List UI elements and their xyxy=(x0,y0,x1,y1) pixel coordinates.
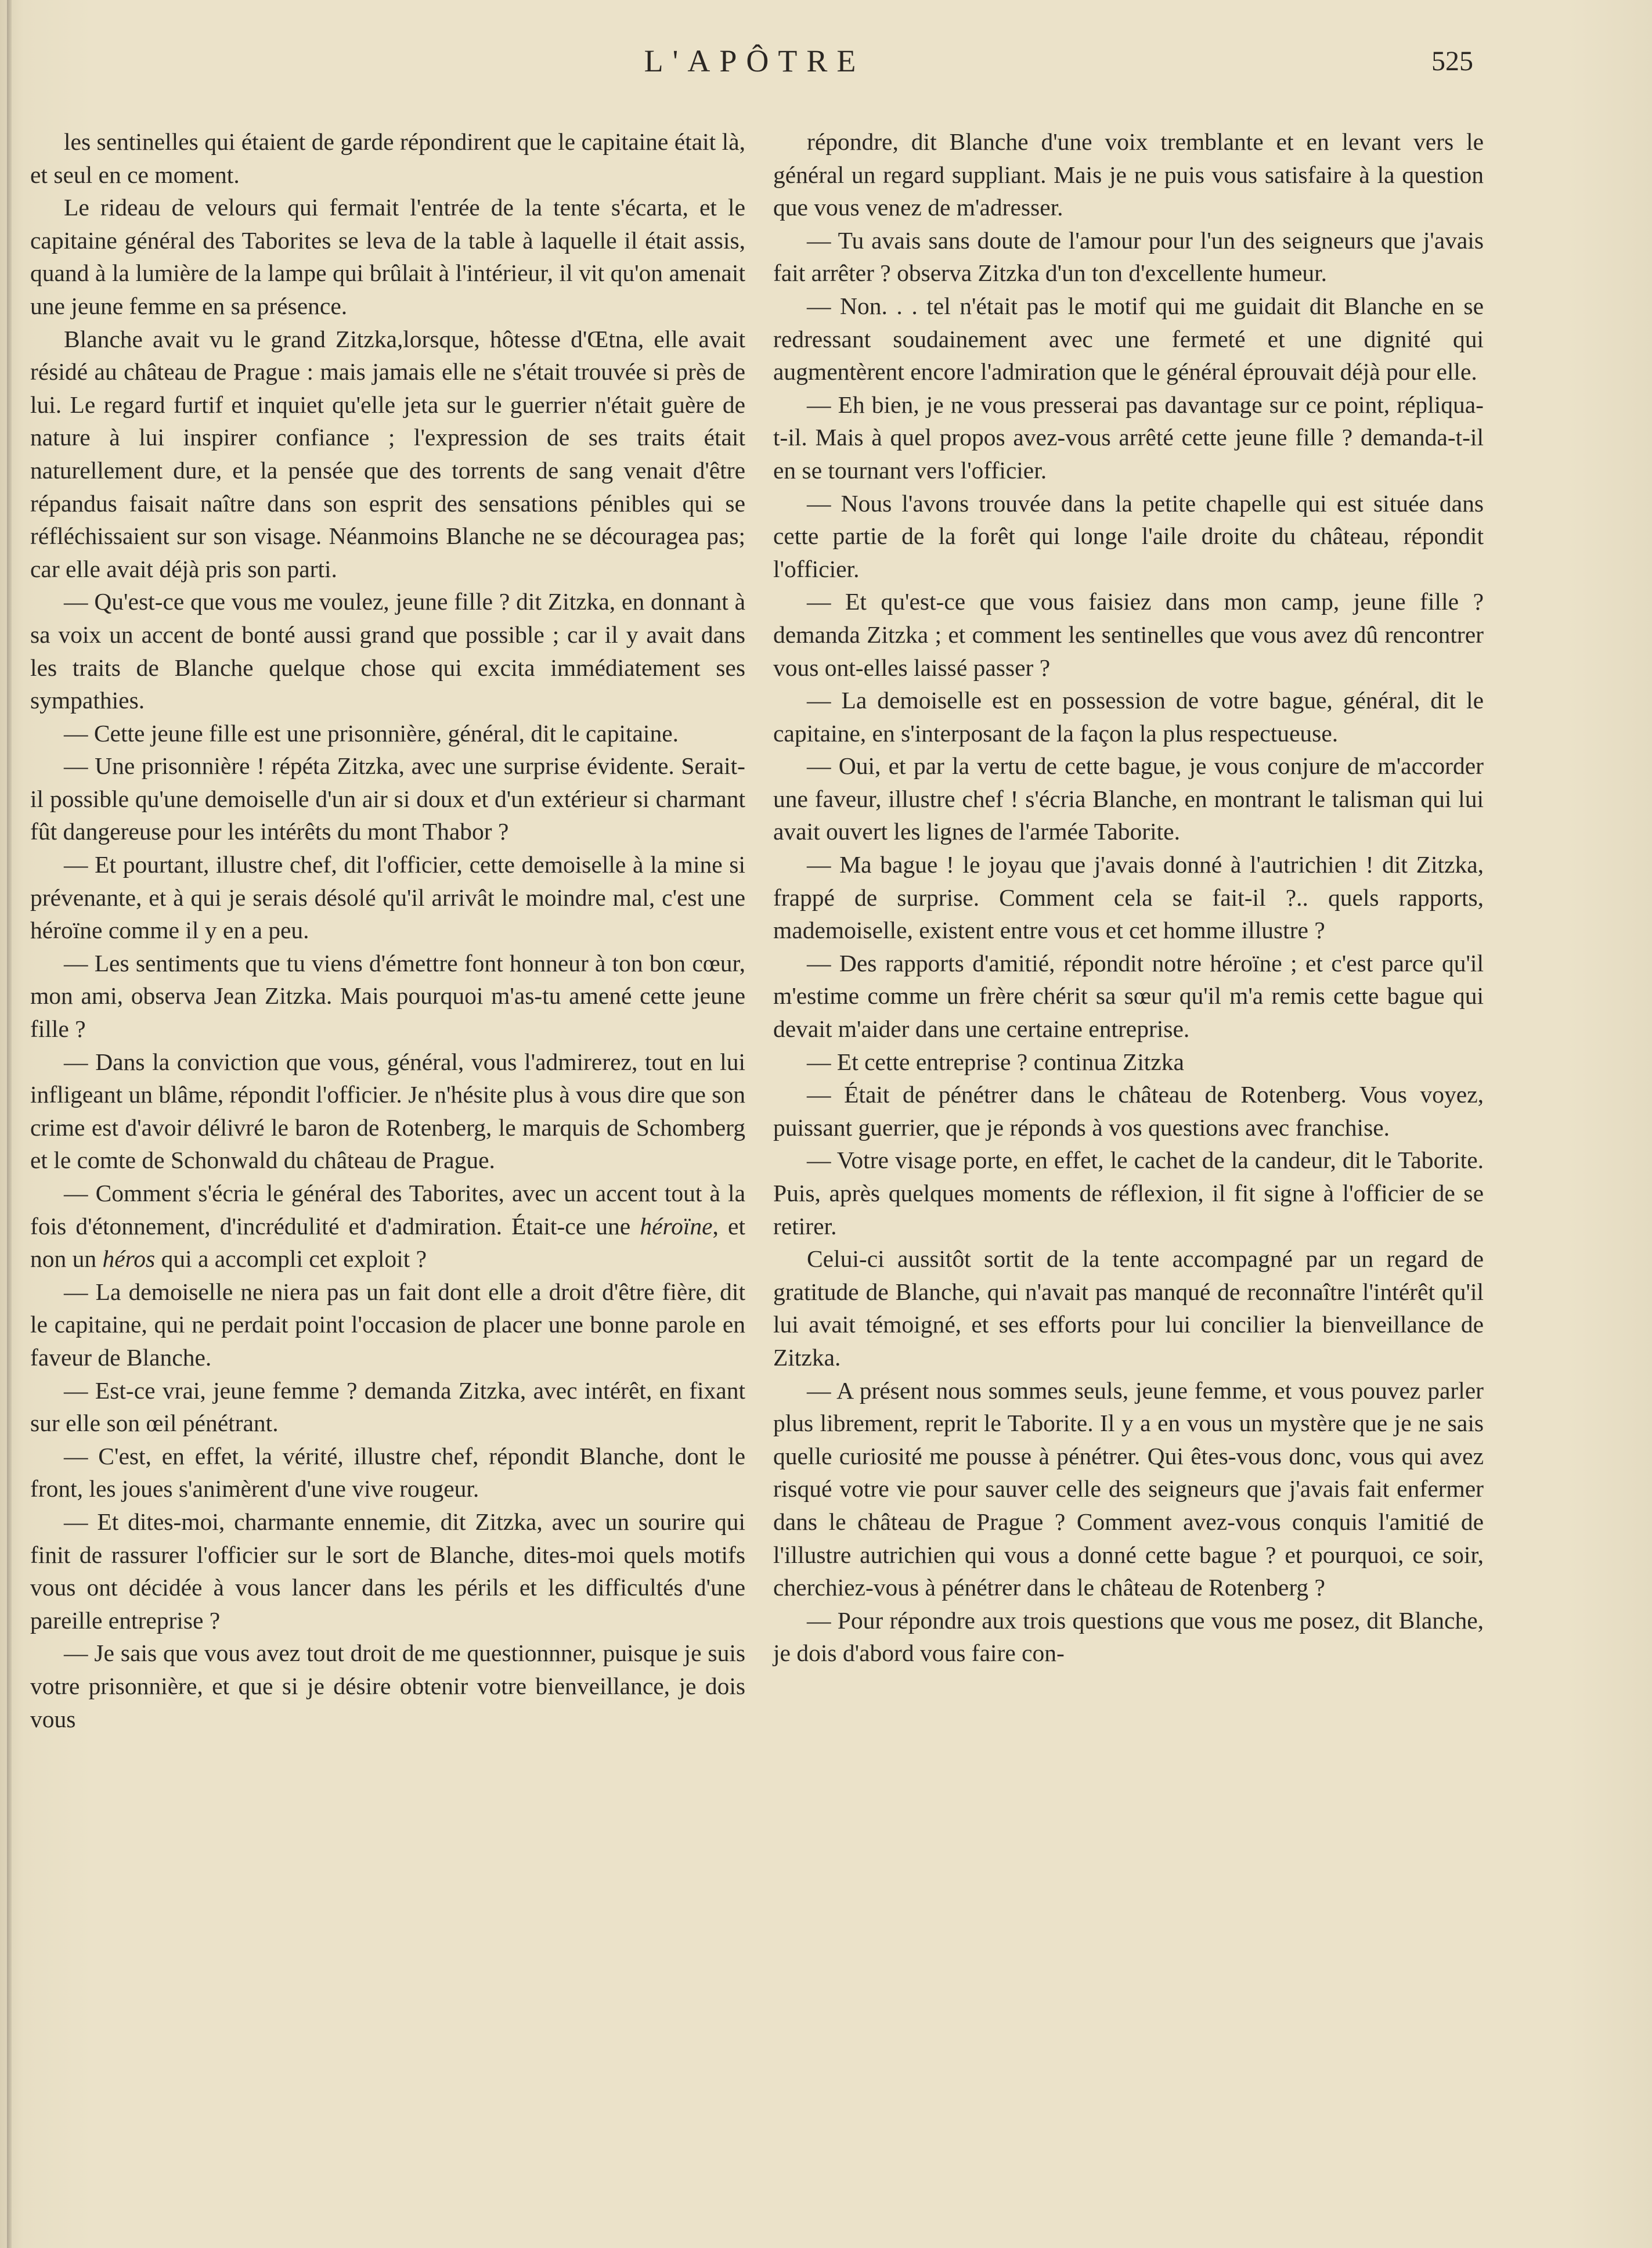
paragraph-text: , et non un xyxy=(30,1212,746,1273)
paragraph: — Oui, et par la vertu de cette bague, je vous conjure de m'accorder une faveur, illustre chef ! s'écria Blanche, en montrant le talisman qui lui avait ouvert les lignes de l'armée Taborite. xyxy=(773,752,1484,845)
page-number: 525 xyxy=(1431,46,1473,77)
paragraph: — C'est, en effet, la vérité, illustre chef, répondit Blanche, dont le front, les joues s'animèrent d'une vive rougeur. xyxy=(30,1442,745,1503)
paragraph: — Une prisonnière ! répéta Zitzka, avec une surprise évidente. Serait-il possible qu'une demoiselle d'un air si doux et d'un extérieur si charmant fût dangereuse pour les intérêts du mont Thabor ? xyxy=(30,752,745,845)
paragraph: — Dans la conviction que vous, général, vous l'admirerez, tout en lui infligeant un blâme, répondit l'officier. Je n'hésite plus à vous dire que son crime est d'avoir délivré le baron de Rotenberg, le marquis de Schomberg et le comte de Schonwald du château de Prague. xyxy=(30,1048,745,1174)
paragraph-text: — Comment s'écria le général des Taborites, avec un accent tout à la fois d'étonnement, d'incrédulité et d'admiration. Était-ce une xyxy=(30,1180,745,1240)
paragraph-text: qui a accompli cet exploit ? xyxy=(161,1245,427,1273)
paragraph: — Et dites-moi, charmante ennemie, dit Zitzka, avec un sourire qui finit de rassurer l'officier sur le sort de Blanche, dites-moi quels motifs vous ont décidée à vous lancer dans les périls et les difficultés d'une pareille entreprise ? xyxy=(30,1508,745,1634)
paragraph: Celui-ci aussitôt sortit de la tente accompagné par un regard de gratitude de Blanche, qui n'avait pas manqué de reconnaître l'intérêt qu'il lui avait témoigné, et ses efforts pour lui concilier la bienveillance de Zitzka. xyxy=(773,1245,1484,1371)
paragraph: les sentinelles qui étaient de garde répondirent que le capitaine était là, et seul en ce moment. xyxy=(30,128,745,188)
left-column xyxy=(30,125,745,1735)
paragraph: — La demoiselle ne niera pas un fait dont elle a droit d'être fière, dit le capitaine, qui ne perdait point l'occasion de placer une bonne parole en faveur de Blanche. xyxy=(30,1278,745,1371)
paragraph: — Pour répondre aux trois questions que vous me posez, dit Blanche, je dois d'abord vous faire con- xyxy=(773,1606,1484,1667)
paragraph: — Les sentiments que tu viens d'émettre font honneur à ton bon cœur, mon ami, observa Jean Zitzka. Mais pourquoi m'as-tu amené cette jeune fille ? xyxy=(30,949,745,1043)
paragraph: — La demoiselle est en possession de votre bague, général, dit le capitaine, en s'interposant de la façon la plus respectueuse. xyxy=(773,687,1484,747)
paragraph: — Tu avais sans doute de l'amour pour l'un des seigneurs que j'avais fait arrêter ? observa Zitzka d'un ton d'excellente humeur. xyxy=(773,226,1484,287)
italic-word-heros: héros xyxy=(102,1245,156,1273)
paragraph: — Eh bien, je ne vous presserai pas davantage sur ce point, répliqua-t-il. Mais à quel propos avez-vous arrêté cette jeune fille ? demanda-t-il en se tournant vers l'officier. xyxy=(773,391,1484,484)
paragraph: répondre, dit Blanche d'une voix tremblante et en levant vers le général un regard suppliant. Mais je ne puis vous satisfaire à la question que vous venez de m'adresser. xyxy=(773,128,1484,221)
paragraph: — Et cette entreprise ? continua Zitzka xyxy=(807,1048,1184,1075)
paragraph: Blanche avait vu le grand Zitzka,lorsque, hôtesse d'Œtna, elle avait résidé au château de Prague : mais jamais elle ne s'était trouvée si près de lui. Le regard furtif et inquiet qu'elle jeta sur le guerrier n'était guère de nature à lui inspirer confiance ; l'expression de ses traits était naturellement dure, et la pensée que des torrents de sang venait d'être répandus faisait naître dans son esprit des sensations pénibles qui se réfléchissaient sur son visage. Néanmoins Blanche ne se découragea pas; car elle avait déjà pris son parti. xyxy=(30,325,745,582)
paragraph: — Non. . . tel n'était pas le motif qui me guidait dit Blanche en se redressant soudainement avec une fermeté et une dignité qui augmentèrent encore l'admiration que le général éprouvait déjà pour elle. xyxy=(773,292,1484,386)
paragraph: — Était de pénétrer dans le château de Rotenberg. Vous voyez, puissant guerrier, que je réponds à vos questions avec franchise. xyxy=(773,1081,1484,1141)
paragraph: — A présent nous sommes seuls, jeune femme, et vous pouvez parler plus librement, reprit le Taborite. Il y a en vous un mystère que je ne sais quelle curiosité me pousse à pénétrer. Qui êtes-vous donc, vous qui avez risqué votre vie pour sauver celle des seigneurs que j'avais fait enfermer dans le château de Prague ? Comment avez-vous conquis l'amitié de l'illustre autrichien qui vous a donné cette bague ? et pourquoi, ce soir, cherchiez-vous à pénétrer dans le château de Rotenberg ? xyxy=(773,1377,1484,1601)
paragraph: — Je sais que vous avez tout droit de me questionnner, puisque je suis votre prisonnière, et que si je désire obtenir votre bienveillance, je dois vous xyxy=(30,1640,745,1732)
paragraph: — Qu'est-ce que vous me voulez, jeune fille ? dit Zitzka, en donnant à sa voix un accent de bonté aussi grand que possible ; car il y avait dans les traits de Blanche quelque chose qui excita immédiatement ses sympathies. xyxy=(30,588,745,714)
paragraph: — Des rapports d'amitié, répondit notre héroïne ; et c'est parce qu'il m'estime comme un frère chérit sa sœur qu'il m'a remis cette bague qui devait m'aider dans une certaine entreprise. xyxy=(773,949,1484,1043)
paragraph: — Et pourtant, illustre chef, dit l'officier, cette demoiselle à la mine si prévenante, et à qui je serais désolé qu'il arrivât le moindre mal, c'est une héroïne comme il y en a peu. xyxy=(30,851,745,944)
paragraph: — Ma bague ! le joyau que j'avais donné à l'autrichien ! dit Zitzka, frappé de surprise. Comment cela se fait-il ?.. quels rapports, mademoiselle, existent entre vous et cet homme illustre ? xyxy=(773,851,1484,944)
binding-gutter xyxy=(7,0,12,2248)
paragraph: Le rideau de velours qui fermait l'entrée de la tente s'écarta, et le capitaine général des Taborites se leva de la table à laquelle il était assis, quand à la lumière de la lampe qui brûlait à l'intérieur, il vit qu'on amenait une jeune femme en sa présence. xyxy=(30,194,745,319)
right-column xyxy=(773,125,1484,1670)
running-title: L'APÔTRE xyxy=(644,44,865,78)
paragraph: — Nous l'avons trouvée dans la petite chapelle qui est située dans cette partie de la forêt qui longe l'aile droite du château, répondit l'officier. xyxy=(773,489,1484,582)
paragraph: — Votre visage porte, en effet, le cachet de la candeur, dit le Taborite. Puis, après quelques moments de réflexion, il fit signe à l'officier de se retirer. xyxy=(773,1147,1484,1240)
paragraph: — Et qu'est-ce que vous faisiez dans mon camp, jeune fille ? demanda Zitzka ; et comment les sentinelles que vous avez dû rencontrer vous ont-elles laissé passer ? xyxy=(773,588,1484,681)
italic-word-heroine: héroïne xyxy=(640,1212,713,1240)
paragraph-with-italics xyxy=(30,1177,745,1276)
paragraph: — Cette jeune fille est une prisonnière, général, dit le capitaine. xyxy=(64,719,679,747)
paragraph: — Est-ce vrai, jeune femme ? demanda Zitzka, avec intérêt, en fixant sur elle son œil pénétrant. xyxy=(30,1377,745,1437)
